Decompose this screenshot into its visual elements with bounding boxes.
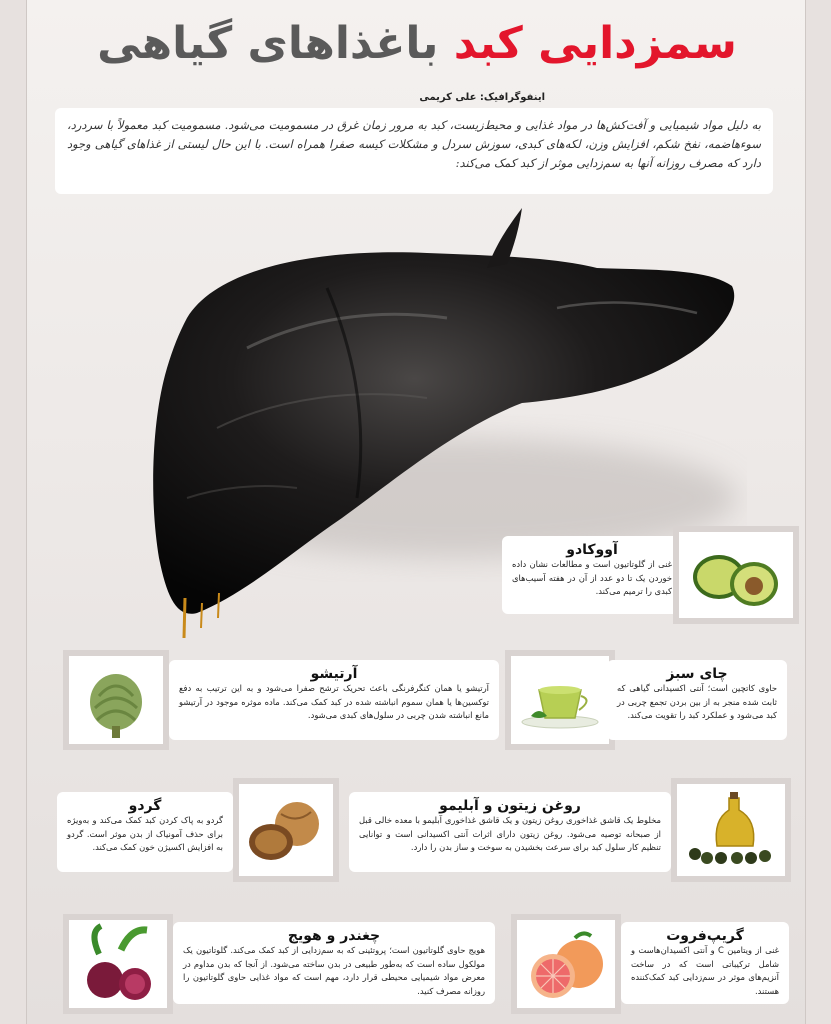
avocado-icon bbox=[679, 532, 793, 618]
card-avocado bbox=[502, 536, 682, 614]
avocado-photo bbox=[673, 526, 799, 624]
title-red-part: سمزدایی کبد bbox=[453, 18, 737, 69]
card-green-tea bbox=[607, 660, 787, 740]
green-tea-photo bbox=[505, 650, 615, 750]
infographic-page bbox=[26, 0, 806, 1024]
beet-photo bbox=[63, 914, 173, 1014]
card-olive-oil bbox=[349, 792, 671, 872]
olive-oil-icon bbox=[677, 784, 785, 876]
card-artichoke bbox=[169, 660, 499, 740]
intro-paragraph: به دلیل مواد شیمیایی و آفت‌کش‌ها در مواد غذایی و محیط‌زیست، کبد به مرور زمان غرق در مسمومیت می‌شود. مسمومیت کبد معمولاً با سردرد، سوءهاضمه، نفخ شکم، افزایش وزن، لکه‌های کبدی، سوزش سردل و مشکلات کیسه صفرا همراه است. با این حال لیستی از غذاهای گیاهی وجود دارد که مصرف روزانه آنها به سم‌زدایی موثر از کبد کمک می‌کند: bbox=[55, 108, 773, 194]
green-tea-icon bbox=[511, 656, 609, 744]
card-title: چغندر و هویج bbox=[287, 928, 381, 944]
card-text: غنی از گلوتاتیون است و مطالعات نشان داده خوردن یک تا دو عدد از آن در هفته آسیب‌های کبدی را ترمیم می‌کند. bbox=[512, 559, 672, 596]
olive-oil-photo bbox=[671, 778, 791, 882]
page-title bbox=[27, 12, 807, 76]
card-title: گریپ‌فروت bbox=[666, 928, 744, 944]
card-title: آووکادو bbox=[566, 542, 618, 558]
walnut-photo bbox=[233, 778, 339, 882]
grapefruit-photo bbox=[511, 914, 621, 1014]
card-text: مخلوط یک قاشق غذاخوری روغن زیتون و یک قاشق غذاخوری آبلیمو با معده خالی قبل از صبحانه توصیه می‌شود. روغن زیتون دارای اثرات آنتی اکسیدانی است و توانایی تنظیم کار سلول کبد برای سرعت بخشیدن به سوخت و ساز بدن را دارد. bbox=[359, 815, 661, 852]
walnut-icon bbox=[239, 784, 333, 876]
card-text: غنی از ویتامین C و آنتی اکسیدان‌هاست و شامل ترکیباتی است که در ساخت آنزیم‌های موثر در سم‌زدایی کبد کمک‌کننده هستند. bbox=[631, 945, 779, 996]
card-text: آرتیشو یا همان کنگرفرنگی باعث تحریک ترشح صفرا می‌شود و به این ترتیب به دفع توکسین‌ها یا همان سموم انباشته شده در کبد کمک می‌کند. ماده موثره موجود در آرتیشو مانع انباشته شدن چربی در سلول‌های کبدی می‌شود. bbox=[179, 683, 489, 720]
card-text: حاوی کاتچین است؛ آنتی اکسیدانی گیاهی که ثابت شده منجر به از بین بردن تجمع چربی در کبد می‌شود و عملکرد کبد را تقویت می‌کند. bbox=[617, 683, 777, 720]
credit-line: اینفوگرافیک: علی کریمی bbox=[419, 92, 545, 103]
beet-icon bbox=[69, 920, 167, 1008]
grapefruit-icon bbox=[517, 920, 615, 1008]
card-title: آرتیشو bbox=[310, 666, 358, 682]
card-walnut bbox=[57, 792, 233, 872]
artichoke-photo bbox=[63, 650, 169, 750]
title-gray-part: باغذاهای گیاهی bbox=[97, 18, 439, 69]
card-grapefruit bbox=[621, 922, 789, 1004]
card-beet-carrot bbox=[173, 922, 495, 1004]
card-text: گردو به پاک کردن کبد کمک می‌کند و به‌ویژه برای حذف آمونیاک از بدن موثر است. گردو به افزایش اکسیژن خون کمک می‌کند. bbox=[67, 815, 223, 852]
card-text: هویج حاوی گلوتاتیون است؛ پروتئینی که به سم‌زدایی از کبد کمک می‌کند. گلوتاتیون یک مولکول ساده است که به‌طور طبیعی در بدن ساخته می‌شود. از آنجا که بدن مداوم در معرض مواد شیمیایی محیطی قرار دارد، مهم است که مواد غذایی حاوی گلوتاتیون را روزانه مصرف کنید. bbox=[183, 945, 485, 996]
card-title: روغن زیتون و آبلیمو bbox=[439, 798, 581, 814]
card-title: چای سبز bbox=[666, 666, 728, 682]
card-title: گردو bbox=[128, 798, 162, 814]
artichoke-icon bbox=[69, 656, 163, 744]
